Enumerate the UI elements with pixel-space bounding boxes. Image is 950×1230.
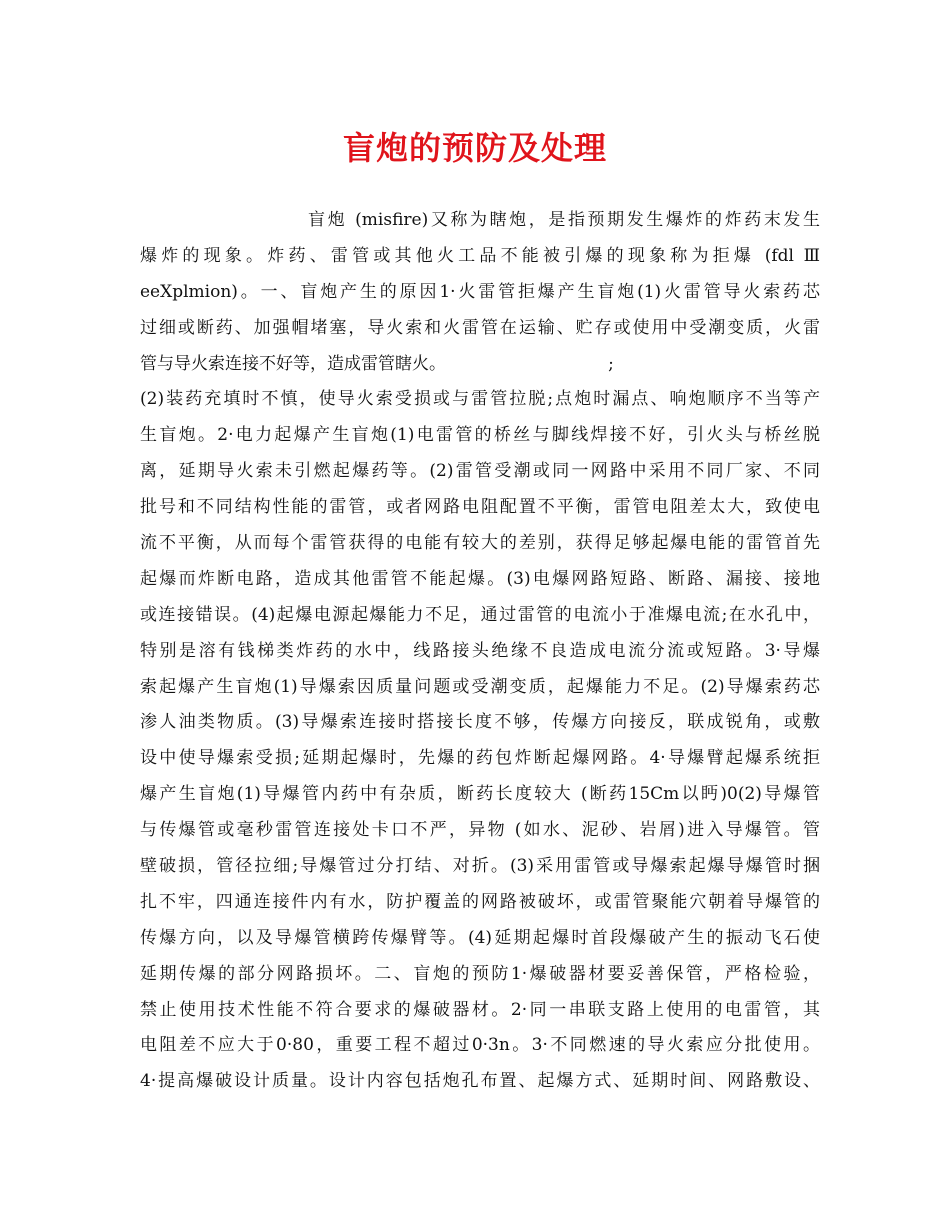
body-line: 起爆而炸断电路，造成其他雷管不能起爆。(3)电爆网路短路、断路、漏接、接地 [140,568,820,589]
body-line: eeXplmion)。一、盲炮产生的原因1·火雷管拒爆产生盲炮(1)火雷管导火索药芯 [140,281,820,302]
document-title: 盲炮的预防及处理 [342,129,607,167]
body-line: 延期传爆的部分网路损坏。二、盲炮的预防1·爆破器材要妥善保管，严格检验， [140,963,820,984]
body-line: 与传爆管或毫秒雷管连接处卡口不严，异物 (如水、泥砂、岩屑)进入导爆管。管 [140,820,820,841]
body-line: 过细或断药、加强帽堵塞，导火索和火雷管在运输、贮存或使用中受潮变质，火雷 [140,317,820,338]
body-line: 或连接错误。(4)起爆电源起爆能力不足，通过雷管的电流小于准爆电流;在水孔中， [140,604,820,625]
body-line: 设中使导爆索受损;延期起爆时，先爆的药包炸断起爆网路。4·导爆臂起爆系统拒 [140,748,820,769]
body-line: 流不平衡，从而每个雷管获得的电能有较大的差别，获得足够起爆电能的雷管首先 [140,533,820,554]
body-line: 盲炮 (misfire)又称为瞎炮，是指预期发生爆炸的炸药末发生 [308,210,820,230]
body-line: 特别是溶有钱梯类炸药的水中，线路接头绝缘不良造成电流分流或短路。3·导爆 [140,640,820,661]
body-line: 爆产生盲炮(1)导爆管内药中有杂质，断药长度较大 (断药15Cm以眄)0(2)导爆管 [140,784,820,805]
body-line: 传爆方向，以及导爆管横跨传爆臂等。(4)延期起爆时首段爆破产生的振动飞石使 [140,927,820,948]
body-line: 禁止使用技术性能不符合要求的爆破器材。2·同一串联支路上使用的电雷管，其 [140,999,820,1020]
body-line: 批号和不同结构性能的雷管，或者网路电阻配置不平衡，雷管电阻差太大，致使电 [140,497,820,518]
body-line: 索起爆产生盲炮(1)导爆索因质量问题或受潮变质，起爆能力不足。(2)导爆索药芯 [140,676,820,697]
body-line: 离，延期导火索未引燃起爆药等。(2)雷管受潮或同一网路中采用不同厂家、不同 [140,461,820,482]
body-line: 渗人油类物质。(3)导爆索连接时搭接长度不够，传爆方向接反，联成锐角，或敷 [140,712,820,733]
body-line: 扎不牢，四通连接件内有水，防护覆盖的网路被破坏，或雷管聚能穴朝着导爆管的 [140,891,820,912]
body-line: 壁破损，管径拉细;导爆管过分打结、对折。(3)采用雷管或导爆索起爆导爆管时捆 [140,856,820,877]
body-line: 电阻差不应大于0·80，重要工程不超过0·3n。3·不同燃速的导火索应分批使用。 [140,1035,820,1056]
body-line: 管与导火索连接不好等，造成雷管瞎火。 ; [140,353,614,374]
body-line: 4·提高爆破设计质量。设计内容包括炮孔布置、起爆方式、延期时间、网路敷设、 [140,1071,820,1092]
body-line: 生盲炮。2·电力起爆产生盲炮(1)电雷管的桥丝与脚线焊接不好，引火头与桥丝脱 [140,425,820,446]
body-line: (2)装药充填时不慎，使导火索受损或与雷管拉脱;点炮时漏点、响炮顺序不当等产 [140,389,820,410]
body-line: 爆炸的现象。炸药、雷管或其他火工品不能被引爆的现象称为拒爆 (fdl Ⅲ [140,245,820,266]
document-body [140,203,820,1100]
